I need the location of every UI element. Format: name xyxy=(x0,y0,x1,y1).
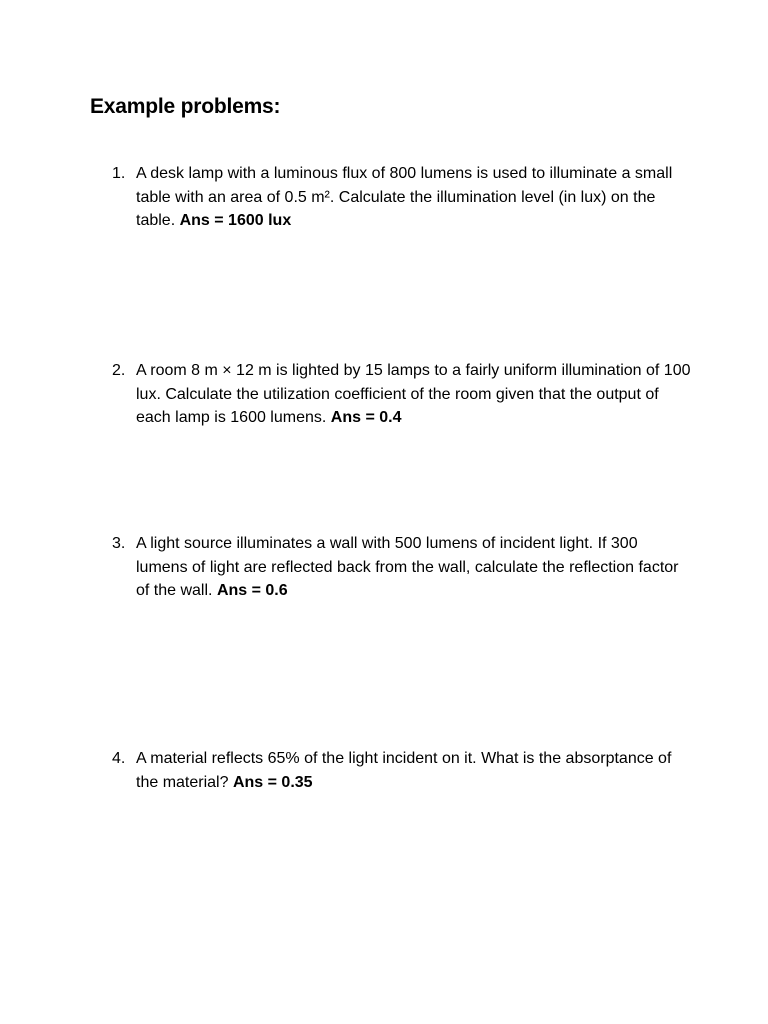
problem-body xyxy=(136,162,692,233)
problem-answer: Ans = 0.6 xyxy=(216,582,288,599)
problem-item-1 xyxy=(112,162,692,233)
page-title: Example problems: xyxy=(90,95,281,118)
problem-number: 4. xyxy=(112,750,126,767)
problem-answer: Ans = 0.35 xyxy=(232,773,313,791)
problem-answer: Ans = 0.4 xyxy=(330,409,402,426)
problem-number: 3. xyxy=(112,535,126,552)
problem-number: 2. xyxy=(112,362,126,379)
problem-text: A material reflects 65% of the light incident on it. What is the absorptance of the material? xyxy=(136,750,672,791)
problem-text: A light source illuminates a wall with 500 lumens of incident light. If 300 lumens of light are reflected back from the wall, calculate the reflection factor of the wall. xyxy=(136,535,679,599)
problem-text: A room 8 m × 12 m is lighted by 15 lamps to a fairly uniform illumination of 100 lux. Calculate the utilization coefficient of the room given that the output of each lamp is 1600 lumens. xyxy=(136,362,691,426)
problem-answer: Ans = 1600 lux xyxy=(179,212,292,229)
problem-body xyxy=(136,532,692,603)
problem-number: 1. xyxy=(112,165,126,182)
problem-text: A desk lamp with a luminous flux of 800 lumens is used to illuminate a small table with an area of 0.5 m². Calculate the illumination level (in lux) on the table. xyxy=(136,165,673,229)
problem-item-4 xyxy=(112,747,692,794)
problem-body xyxy=(136,747,692,794)
problem-item-2 xyxy=(112,359,692,430)
problem-body xyxy=(136,359,692,430)
problem-item-3 xyxy=(112,532,692,603)
